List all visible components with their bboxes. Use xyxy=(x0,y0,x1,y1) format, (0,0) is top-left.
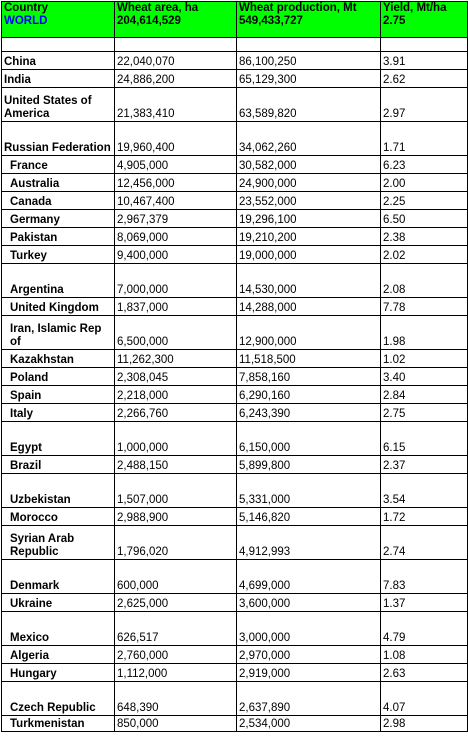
table-row xyxy=(2,228,468,246)
country-cell: Germany xyxy=(2,210,115,228)
table-row xyxy=(2,474,468,508)
area-cell: 648,390 xyxy=(115,682,237,716)
yield-cell: 2.98 xyxy=(381,716,468,732)
area-cell: 1,796,020 xyxy=(115,526,237,560)
yield-cell: 2.38 xyxy=(381,228,468,246)
world-yield: 2.75 xyxy=(383,15,406,27)
production-cell: 4,699,000 xyxy=(237,560,381,594)
table-row xyxy=(2,298,468,316)
yield-cell: 2.37 xyxy=(381,456,468,474)
yield-cell: 2.00 xyxy=(381,174,468,192)
table-row xyxy=(2,174,468,192)
area-cell: 6,500,000 xyxy=(115,316,237,350)
yield-cell: 1.71 xyxy=(381,122,468,156)
table-row xyxy=(2,210,468,228)
production-cell: 24,900,000 xyxy=(237,174,381,192)
table-row xyxy=(2,156,468,174)
area-cell: 9,400,000 xyxy=(115,246,237,264)
production-cell: 3,000,000 xyxy=(237,612,381,646)
area-cell: 2,988,900 xyxy=(115,508,237,526)
area-cell: 12,456,000 xyxy=(115,174,237,192)
area-cell: 2,218,000 xyxy=(115,386,237,404)
yield-cell: 2.84 xyxy=(381,386,468,404)
yield-cell: 2.63 xyxy=(381,664,468,682)
production-cell: 7,858,160 xyxy=(237,368,381,386)
table-row xyxy=(2,70,468,88)
production-cell: 14,530,000 xyxy=(237,264,381,298)
production-cell: 2,919,000 xyxy=(237,664,381,682)
area-cell: 4,905,000 xyxy=(115,156,237,174)
table-row xyxy=(2,122,468,156)
header-area-cell xyxy=(115,2,237,38)
col-yield-header: Yield, Mt/ha xyxy=(383,2,447,14)
yield-cell: 6.50 xyxy=(381,210,468,228)
col-country-header: Country xyxy=(4,2,49,14)
area-cell: 2,308,045 xyxy=(115,368,237,386)
production-cell: 14,288,000 xyxy=(237,298,381,316)
country-cell: Syrian Arab Republic xyxy=(2,526,115,560)
country-cell: India xyxy=(2,70,115,88)
yield-cell: 7.83 xyxy=(381,560,468,594)
yield-cell: 2.02 xyxy=(381,246,468,264)
area-cell: 2,488,150 xyxy=(115,456,237,474)
yield-cell: 6.23 xyxy=(381,156,468,174)
col-area-header: Wheat area, ha xyxy=(117,2,199,14)
yield-cell: 1.37 xyxy=(381,594,468,612)
area-cell: 1,000,000 xyxy=(115,422,237,456)
production-cell: 19,210,200 xyxy=(237,228,381,246)
header-row xyxy=(2,2,468,38)
country-cell: Morocco xyxy=(2,508,115,526)
yield-cell: 7.78 xyxy=(381,298,468,316)
production-cell: 23,552,000 xyxy=(237,192,381,210)
yield-cell: 2.62 xyxy=(381,70,468,88)
area-cell: 626,517 xyxy=(115,612,237,646)
country-cell: Poland xyxy=(2,368,115,386)
table-row xyxy=(2,88,468,122)
table-row xyxy=(2,316,468,350)
country-cell: Egypt xyxy=(2,422,115,456)
country-cell: Algeria xyxy=(2,646,115,664)
area-cell: 19,960,400 xyxy=(115,122,237,156)
production-cell: 4,912,993 xyxy=(237,526,381,560)
header-yield-cell xyxy=(381,2,468,38)
area-cell: 22,040,070 xyxy=(115,52,237,70)
wheat-table xyxy=(1,1,468,732)
area-cell: 850,000 xyxy=(115,716,237,732)
table-row xyxy=(2,404,468,422)
country-cell: Canada xyxy=(2,192,115,210)
yield-cell: 4.07 xyxy=(381,682,468,716)
spacer-row xyxy=(2,38,468,52)
country-cell: Russian Federation xyxy=(2,122,115,156)
country-cell: Argentina xyxy=(2,264,115,298)
yield-cell: 3.40 xyxy=(381,368,468,386)
area-cell: 1,507,000 xyxy=(115,474,237,508)
country-cell: Denmark xyxy=(2,560,115,594)
area-cell: 1,112,000 xyxy=(115,664,237,682)
world-label: WORLD xyxy=(4,15,48,27)
yield-cell: 2.74 xyxy=(381,526,468,560)
table-row xyxy=(2,350,468,368)
area-cell: 7,000,000 xyxy=(115,264,237,298)
yield-cell: 2.75 xyxy=(381,404,468,422)
country-cell: United Kingdom xyxy=(2,298,115,316)
header-country-cell xyxy=(2,2,115,38)
area-cell: 600,000 xyxy=(115,560,237,594)
table-row xyxy=(2,386,468,404)
country-cell: Mexico xyxy=(2,612,115,646)
table-row xyxy=(2,246,468,264)
yield-cell: 2.08 xyxy=(381,264,468,298)
yield-cell: 4.79 xyxy=(381,612,468,646)
production-cell: 5,899,800 xyxy=(237,456,381,474)
production-cell: 3,600,000 xyxy=(237,594,381,612)
yield-cell: 2.97 xyxy=(381,88,468,122)
world-area: 204,614,529 xyxy=(117,15,181,27)
table-row xyxy=(2,368,468,386)
table-row xyxy=(2,560,468,594)
area-cell: 2,266,760 xyxy=(115,404,237,422)
country-cell: China xyxy=(2,52,115,70)
table-row xyxy=(2,52,468,70)
production-cell: 19,000,000 xyxy=(237,246,381,264)
world-prod: 549,433,727 xyxy=(239,15,303,27)
production-cell: 5,331,000 xyxy=(237,474,381,508)
table-row xyxy=(2,716,468,732)
yield-cell: 1.98 xyxy=(381,316,468,350)
yield-cell: 1.08 xyxy=(381,646,468,664)
area-cell: 10,467,400 xyxy=(115,192,237,210)
table-row xyxy=(2,192,468,210)
production-cell: 6,290,160 xyxy=(237,386,381,404)
country-cell: Iran, Islamic Rep of xyxy=(2,316,115,350)
country-cell: Spain xyxy=(2,386,115,404)
production-cell: 2,534,000 xyxy=(237,716,381,732)
production-cell: 11,518,500 xyxy=(237,350,381,368)
table-row xyxy=(2,526,468,560)
yield-cell: 6.15 xyxy=(381,422,468,456)
yield-cell: 3.91 xyxy=(381,52,468,70)
production-cell: 63,589,820 xyxy=(237,88,381,122)
country-cell: Czech Republic xyxy=(2,682,115,716)
area-cell: 1,837,000 xyxy=(115,298,237,316)
production-cell: 19,296,100 xyxy=(237,210,381,228)
table-row xyxy=(2,612,468,646)
yield-cell: 1.02 xyxy=(381,350,468,368)
table-row xyxy=(2,646,468,664)
area-cell: 2,967,379 xyxy=(115,210,237,228)
table-row xyxy=(2,508,468,526)
production-cell: 6,150,000 xyxy=(237,422,381,456)
yield-cell: 2.25 xyxy=(381,192,468,210)
country-cell: Uzbekistan xyxy=(2,474,115,508)
production-cell: 86,100,250 xyxy=(237,52,381,70)
table-row xyxy=(2,594,468,612)
yield-cell: 1.72 xyxy=(381,508,468,526)
area-cell: 2,760,000 xyxy=(115,646,237,664)
area-cell: 24,886,200 xyxy=(115,70,237,88)
country-cell: Kazakhstan xyxy=(2,350,115,368)
area-cell: 8,069,000 xyxy=(115,228,237,246)
production-cell: 30,582,000 xyxy=(237,156,381,174)
area-cell: 21,383,410 xyxy=(115,88,237,122)
country-cell: Turkey xyxy=(2,246,115,264)
production-cell: 5,146,820 xyxy=(237,508,381,526)
country-cell: Italy xyxy=(2,404,115,422)
production-cell: 12,900,000 xyxy=(237,316,381,350)
area-cell: 2,625,000 xyxy=(115,594,237,612)
production-cell: 34,062,260 xyxy=(237,122,381,156)
production-cell: 2,637,890 xyxy=(237,682,381,716)
area-cell: 11,262,300 xyxy=(115,350,237,368)
country-cell: Hungary xyxy=(2,664,115,682)
country-cell: Brazil xyxy=(2,456,115,474)
country-cell: Pakistan xyxy=(2,228,115,246)
production-cell: 2,970,000 xyxy=(237,646,381,664)
country-cell: France xyxy=(2,156,115,174)
production-cell: 6,243,390 xyxy=(237,404,381,422)
col-prod-header: Wheat production, Mt xyxy=(239,2,357,14)
country-cell: Australia xyxy=(2,174,115,192)
table-row xyxy=(2,456,468,474)
header-prod-cell xyxy=(237,2,381,38)
production-cell: 65,129,300 xyxy=(237,70,381,88)
table-row xyxy=(2,264,468,298)
country-cell: United States of America xyxy=(2,88,115,122)
table-row xyxy=(2,664,468,682)
yield-cell: 3.54 xyxy=(381,474,468,508)
table-row xyxy=(2,682,468,716)
country-cell: Ukraine xyxy=(2,594,115,612)
country-cell: Turkmenistan xyxy=(2,716,115,732)
table-row xyxy=(2,422,468,456)
